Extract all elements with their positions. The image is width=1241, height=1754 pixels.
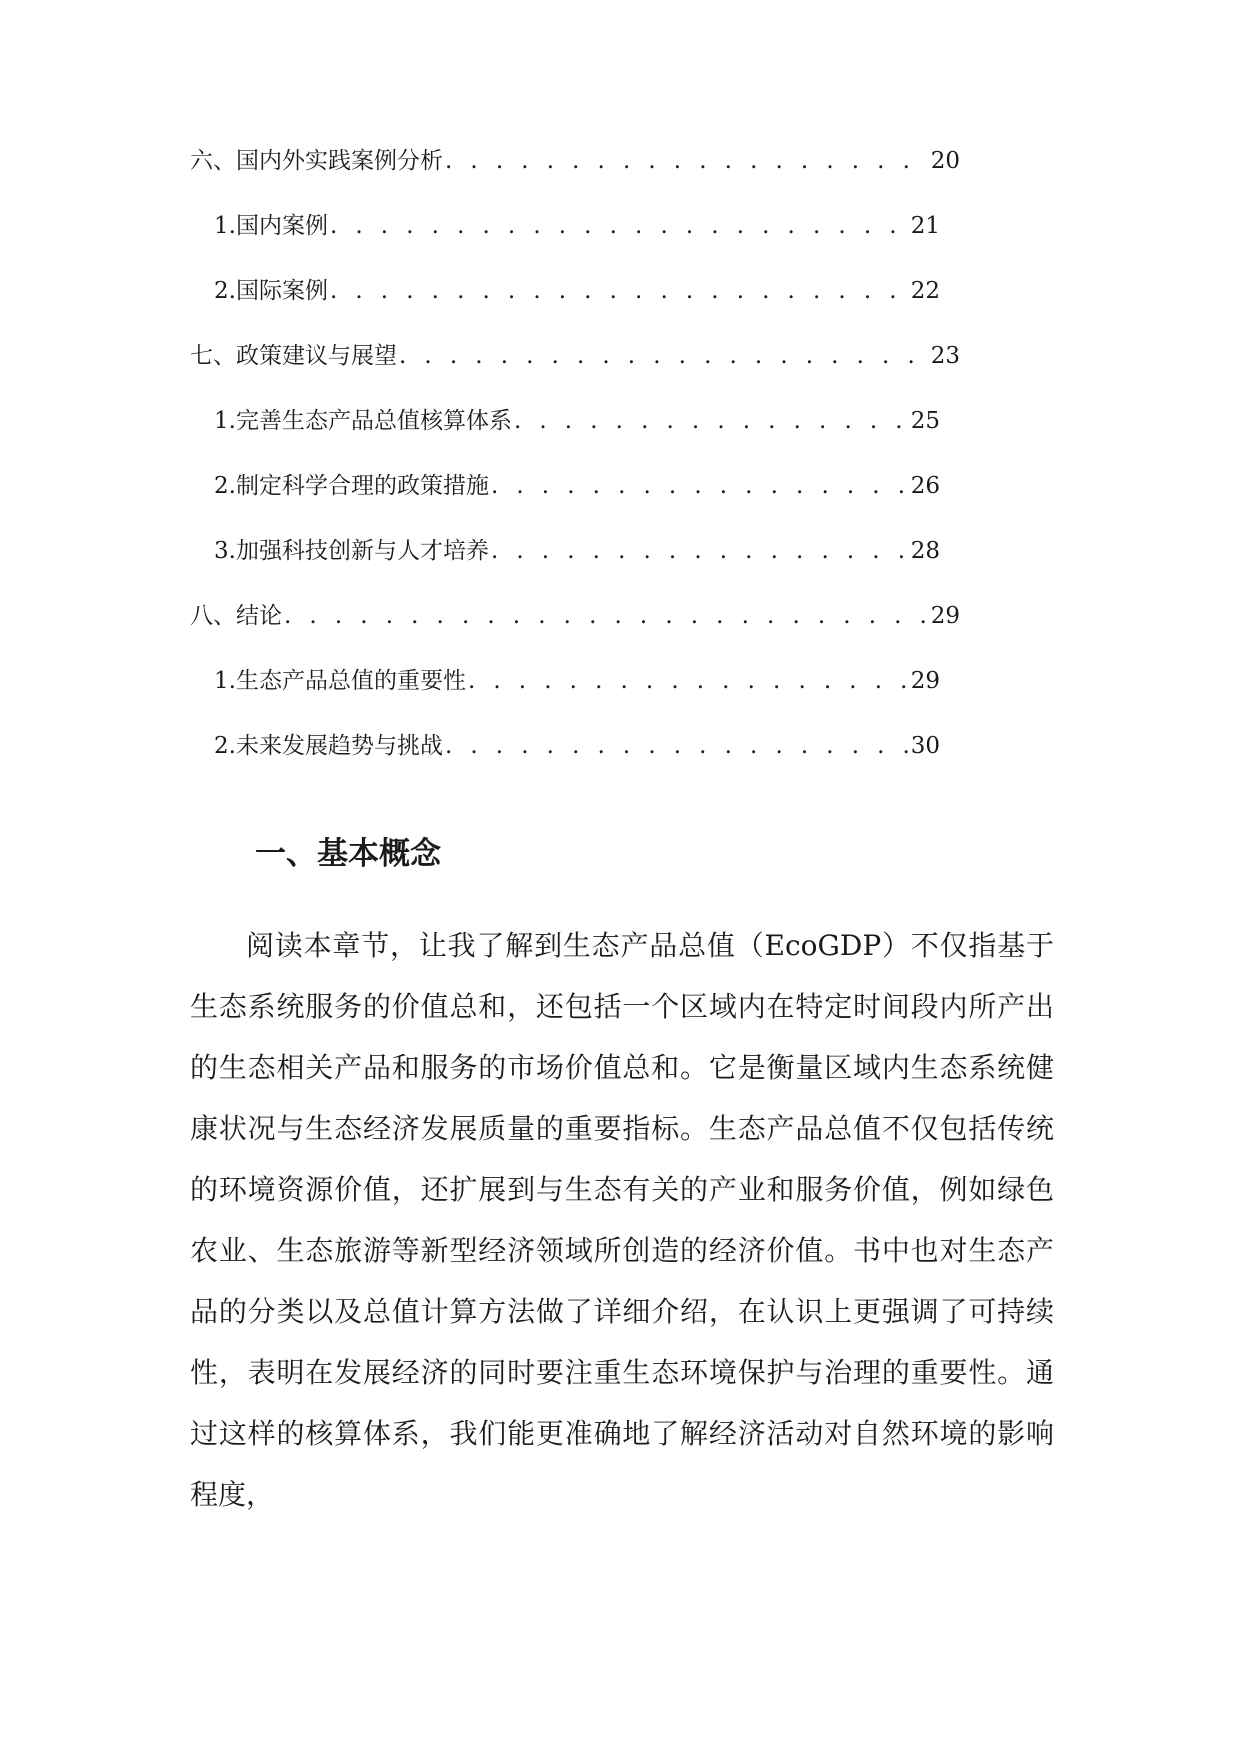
toc-entry-chapter-7[interactable] [190, 341, 960, 406]
toc-entry-chapter-6[interactable] [190, 146, 960, 211]
toc-entry-page: 29 [930, 603, 960, 629]
toc-leader-dots [491, 471, 909, 501]
toc-entry-chapter-8[interactable] [190, 601, 960, 666]
toc-entry-number: 1. [214, 408, 236, 434]
toc-entry-title: 未来发展趋势与挑战 [235, 733, 443, 759]
toc-entry-page: 22 [910, 278, 940, 304]
toc-leader-dots [330, 211, 909, 241]
toc-entry-page: 28 [910, 538, 940, 564]
toc-leader-dots [399, 341, 929, 371]
toc-entry-6-1[interactable] [190, 211, 960, 276]
toc-entry-page: 23 [930, 343, 960, 369]
toc-leader-dots [445, 731, 909, 761]
toc-entry-title: 国内案例 [235, 213, 328, 239]
toc-entry-8-1[interactable] [190, 666, 960, 731]
table-of-contents [190, 146, 960, 796]
toc-leader-dots [514, 406, 909, 436]
toc-entry-number: 2. [214, 278, 236, 304]
toc-entry-number: 2. [214, 473, 236, 499]
toc-entry-page: 21 [910, 213, 940, 239]
toc-entry-title: 国际案例 [235, 278, 328, 304]
section-paragraph: 阅读本章节，让我了解到生态产品总值（EcoGDP）不仅指基于生态系统服务的价值总和，还包括一个区域内在特定时间段内所产出的生态相关产品和服务的市场价值总和。它是衡量区域内生态系统健康状况与生态经济发展质量的重要指标。生态产品总值不仅包括传统的环境资源价值，还扩展到与生态有关的产业和服务价值，例如绿色农业、生态旅游等新型经济领域所创造的经济价值。书中也对生态产品的分类以及总值计算方法做了详细介绍，在认识上更强调了可持续性，表明在发展经济的同时要注重生态环境保护与治理的重要性。通过这样的核算体系，我们能更准确地了解经济活动对自然环境的影响程度， [190, 929, 1054, 1511]
toc-entry-title: 七、政策建议与展望 [190, 343, 397, 369]
toc-entry-title: 八、结论 [190, 603, 282, 629]
toc-entry-title: 制定科学合理的政策措施 [235, 473, 489, 499]
toc-entry-page: 30 [910, 733, 940, 759]
toc-entry-title: 生态产品总值的重要性 [235, 668, 466, 694]
toc-entry-page: 20 [930, 148, 960, 174]
toc-leader-dots [491, 536, 909, 566]
toc-entry-6-2[interactable] [190, 276, 960, 341]
toc-entry-8-2[interactable] [190, 731, 960, 796]
toc-entry-number: 2. [214, 733, 236, 759]
toc-entry-7-1[interactable] [190, 406, 960, 471]
toc-entry-title: 完善生态产品总值核算体系 [235, 408, 512, 434]
toc-entry-7-3[interactable] [190, 536, 960, 601]
toc-entry-number: 1. [214, 668, 236, 694]
toc-entry-number: 1. [214, 213, 236, 239]
toc-leader-dots [284, 601, 929, 631]
toc-entry-page: 25 [910, 408, 940, 434]
toc-leader-dots [330, 276, 909, 306]
section-heading: 一、基本概念 [255, 836, 441, 872]
toc-entry-title: 加强科技创新与人才培养 [235, 538, 489, 564]
toc-entry-title: 六、国内外实践案例分析 [190, 148, 443, 174]
toc-leader-dots [468, 666, 909, 696]
toc-entry-number: 3. [214, 538, 236, 564]
toc-entry-7-2[interactable] [190, 471, 960, 536]
toc-leader-dots [445, 146, 929, 176]
toc-entry-page: 26 [910, 473, 940, 499]
toc-entry-page: 29 [910, 668, 940, 694]
